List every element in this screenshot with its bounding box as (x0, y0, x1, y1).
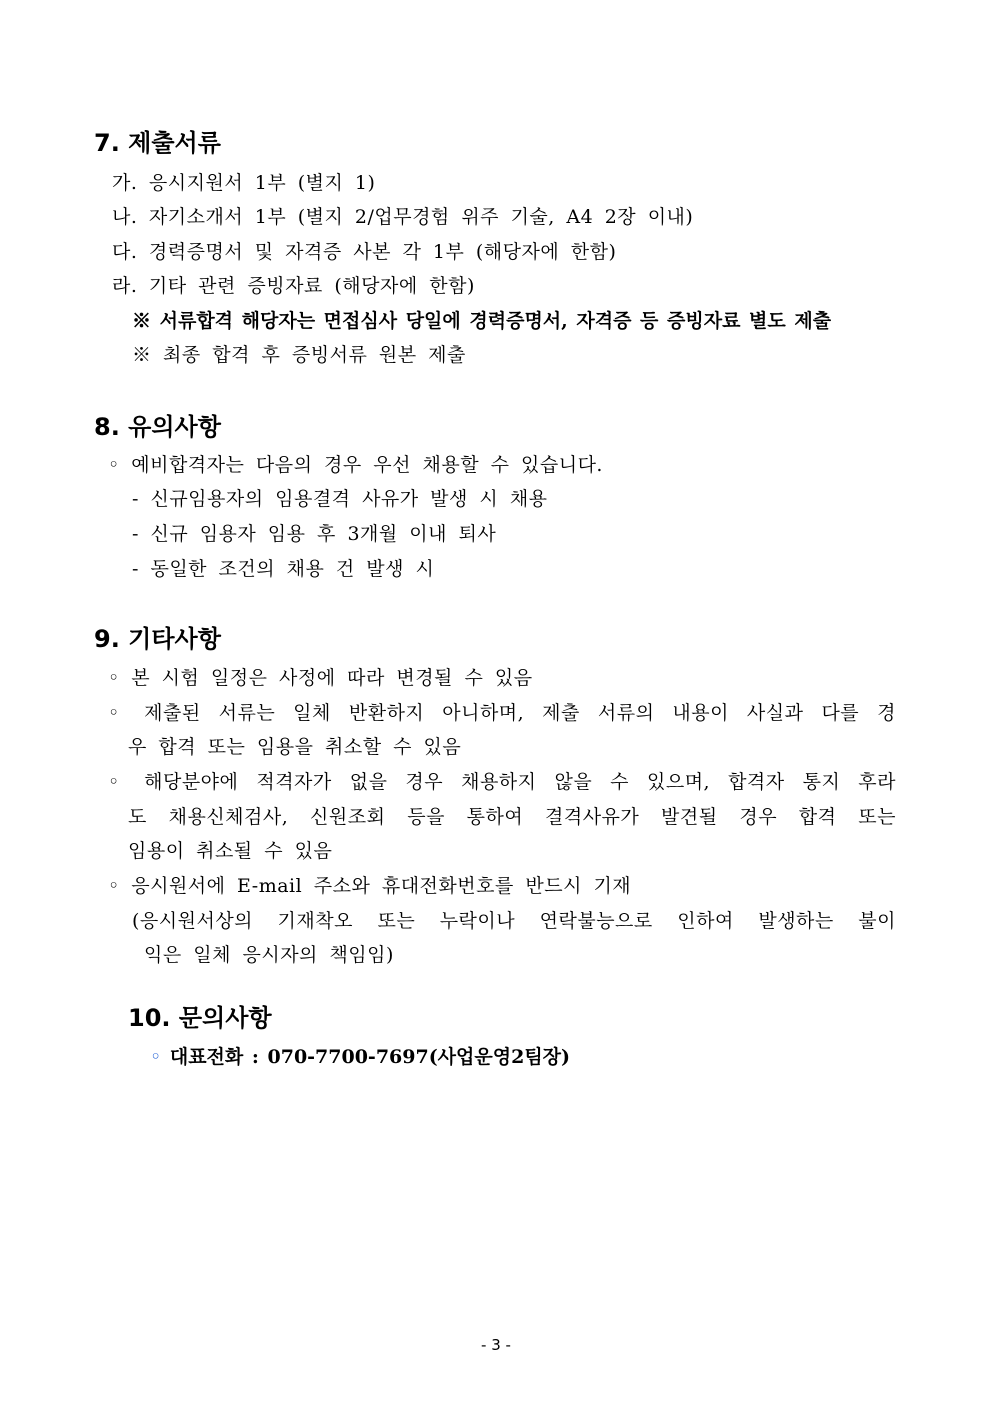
list-item: ◦ 해당분야에 적격자가 없을 경우 채용하지 않을 수 있으며, 합격자 통지 후라 (108, 771, 896, 793)
list-item: 가. 응시지원서 1부 (별지 1) (112, 172, 376, 194)
list-item: 도 채용신체검사, 신원조회 등을 통하여 결격사유가 발견될 경우 합격 또는 (128, 806, 896, 828)
section-9-title: 9. 기타사항 (94, 625, 221, 653)
list-item: ◦ 예비합격자는 다음의 경우 우선 채용할 수 있습니다. (108, 454, 603, 476)
list-item: 나. 자기소개서 1부 (별지 2/업무경험 위주 기술, A4 2장 이내) (112, 206, 694, 228)
list-item: - 동일한 조건의 채용 건 발생 시 (132, 558, 435, 580)
list-item: - 신규 임용자 임용 후 3개월 이내 퇴사 (132, 523, 497, 545)
list-item: 우 합격 또는 임용을 취소할 수 있음 (128, 736, 462, 758)
list-item: 익은 일체 응시자의 책임임) (144, 944, 394, 966)
list-item: ◦ 제출된 서류는 일체 반환하지 아니하며, 제출 서류의 내용이 사실과 다를 경 (108, 702, 896, 724)
bullet-icon: ◦ (150, 1046, 162, 1068)
page-number: - 3 - (481, 1336, 511, 1354)
list-item: ◦ 본 시험 일정은 사정에 따라 변경될 수 있음 (108, 667, 533, 689)
contact-line (150, 1043, 570, 1071)
note: ※ 최종 합격 후 증빙서류 원본 제출 (132, 344, 466, 366)
list-item: 다. 경력증명서 및 자격증 사본 각 1부 (해당자에 한함) (112, 241, 617, 263)
section-7-title: 7. 제출서류 (94, 129, 221, 157)
list-item: 임용이 취소될 수 있음 (128, 840, 333, 862)
section-8-title: 8. 유의사항 (94, 413, 221, 441)
section-10-title: 10. 문의사항 (128, 1004, 272, 1032)
phone-text: 대표전화 : 070-7700-7697(사업운영2팀장) (169, 1046, 571, 1068)
list-item: 라. 기타 관련 증빙자료 (해당자에 한함) (112, 275, 475, 297)
list-item: (응시원서상의 기재착오 또는 누락이나 연락불능으로 인하여 발생하는 불이 (132, 910, 896, 932)
note-bold: ※ 서류합격 해당자는 면접심사 당일에 경력증명서, 자격증 등 증빙자료 별도 제출 (132, 310, 832, 332)
list-item: ◦ 응시원서에 E-mail 주소와 휴대전화번호를 반드시 기재 (108, 875, 632, 897)
list-item: - 신규임용자의 임용결격 사유가 발생 시 채용 (132, 488, 548, 510)
